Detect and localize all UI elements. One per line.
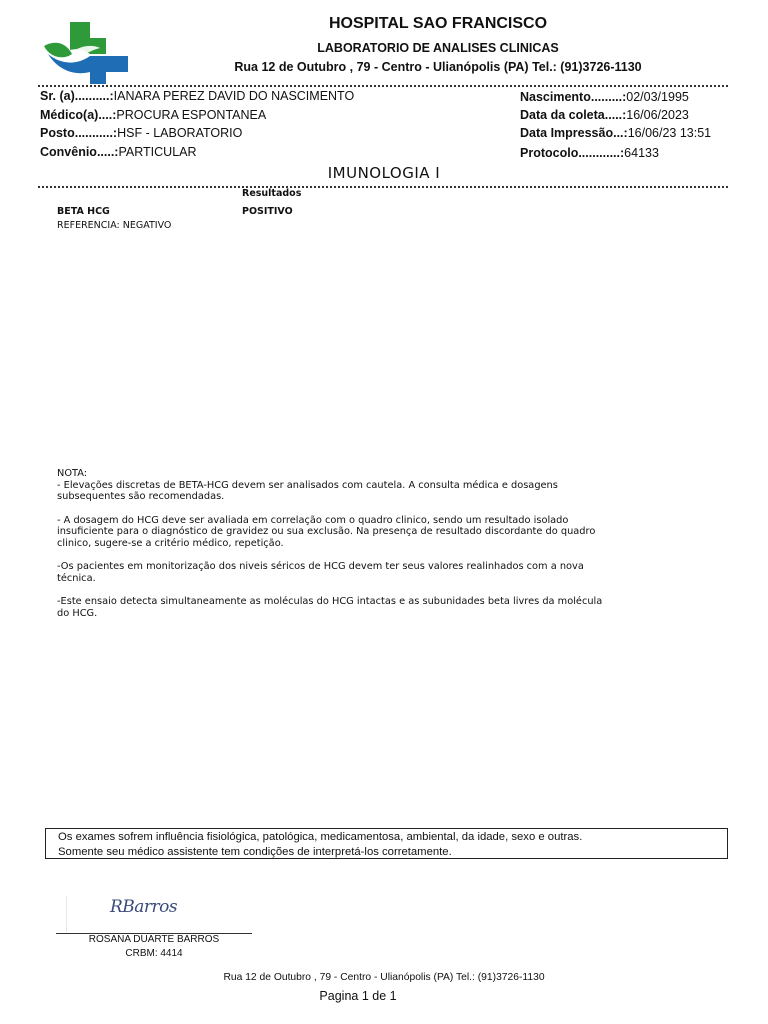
collect-date-value: 16/06/2023	[626, 108, 689, 122]
patient-name-value: IANARA PEREZ DAVID DO NASCIMENTO	[113, 89, 355, 103]
birth-row	[520, 90, 689, 104]
protocol-value: 64133	[624, 146, 659, 160]
signer-registry: CRBM: 4414	[125, 948, 183, 959]
protocol-label: Protocolo............:	[520, 146, 625, 160]
signature-script: RBarros	[110, 897, 178, 917]
patient-name-row	[40, 89, 354, 103]
note-paragraph-2: - A dosagem do HCG deve ser avaliada em correlação com o quadro clinico, sendo um resultado isolado insuficiente para o diagnóstico de gravidez ou sua exclusão. Na presença de resultado discordante do quadro clinico, sugere-se a critério médico, repetição.	[57, 514, 596, 549]
post-row	[40, 126, 242, 140]
note-title: NOTA:	[57, 468, 88, 479]
exam-name: BETA HCG	[57, 206, 110, 217]
note-paragraph-1: - Elevações discretas de BETA-HCG devem ser analisados com cautela. A consulta médica e dosagens subsequentes são recomendadas.	[57, 479, 558, 502]
doctor-label: Médico(a)....:	[40, 108, 117, 122]
doctor-row	[40, 108, 266, 122]
print-date-label: Data Impressão...:	[520, 126, 628, 140]
hospital-name: HOSPITAL SAO FRANCISCO	[328, 15, 548, 32]
signer-name: ROSANA DUARTE BARROS	[88, 934, 220, 945]
print-date-row	[520, 126, 711, 140]
doctor-value: PROCURA ESPONTANEA	[116, 108, 267, 122]
collect-date-label: Data da coleta.....:	[520, 108, 627, 122]
insurance-label: Convênio.....:	[40, 145, 119, 159]
disclaimer-line-1: Os exames sofrem influência fisiológica, patológica, medicamentosa, ambiental, da idade, sexo e outras.	[58, 831, 583, 843]
insurance-row	[40, 145, 197, 159]
note-block	[57, 468, 617, 631]
birth-label: Nascimento.........:	[520, 90, 627, 104]
header-address: Rua 12 de Outubro , 79 - Centro - Ulianópolis (PA) Tel.: (91)3726-1130	[234, 60, 642, 74]
disclaimer-box	[45, 828, 728, 859]
note-paragraph-4: -Este ensaio detecta simultaneamente as moléculas do HCG intactas e as subunidades beta livres da molécula do HCG.	[57, 596, 603, 619]
protocol-row	[520, 146, 659, 160]
exam-result: POSITIVO	[242, 206, 293, 217]
page-number: Pagina 1 de 1	[319, 989, 397, 1003]
section-divider	[38, 186, 728, 188]
results-column-header: Resultados	[242, 188, 302, 199]
note-paragraph-3: -Os pacientes em monitorização dos niveis séricos de HCG devem ter seus valores realinhados com a nova técnica.	[57, 561, 584, 584]
patient-name-label: Sr. (a)..........:	[40, 89, 114, 103]
exam-reference: REFERENCIA: NEGATIVO	[57, 220, 172, 231]
post-value: HSF - LABORATORIO	[117, 126, 243, 140]
birth-value: 02/03/1995	[626, 90, 689, 104]
print-date-value: 16/06/23 13:51	[627, 126, 712, 140]
lab-name: LABORATORIO DE ANALISES CLINICAS	[317, 41, 559, 55]
header-divider	[38, 85, 728, 87]
disclaimer-line-2: Somente seu médico assistente tem condições de interpretá-los corretamente.	[58, 846, 452, 858]
insurance-value: PARTICULAR	[118, 145, 197, 159]
post-label: Posto...........:	[40, 126, 118, 140]
signature-scan-edge	[66, 896, 67, 932]
section-title: IMUNOLOGIA I	[327, 164, 441, 182]
footer-address: Rua 12 de Outubro , 79 - Centro - Ulianópolis (PA) Tel.: (91)3726-1130	[223, 972, 545, 983]
collect-date-row	[520, 108, 689, 122]
